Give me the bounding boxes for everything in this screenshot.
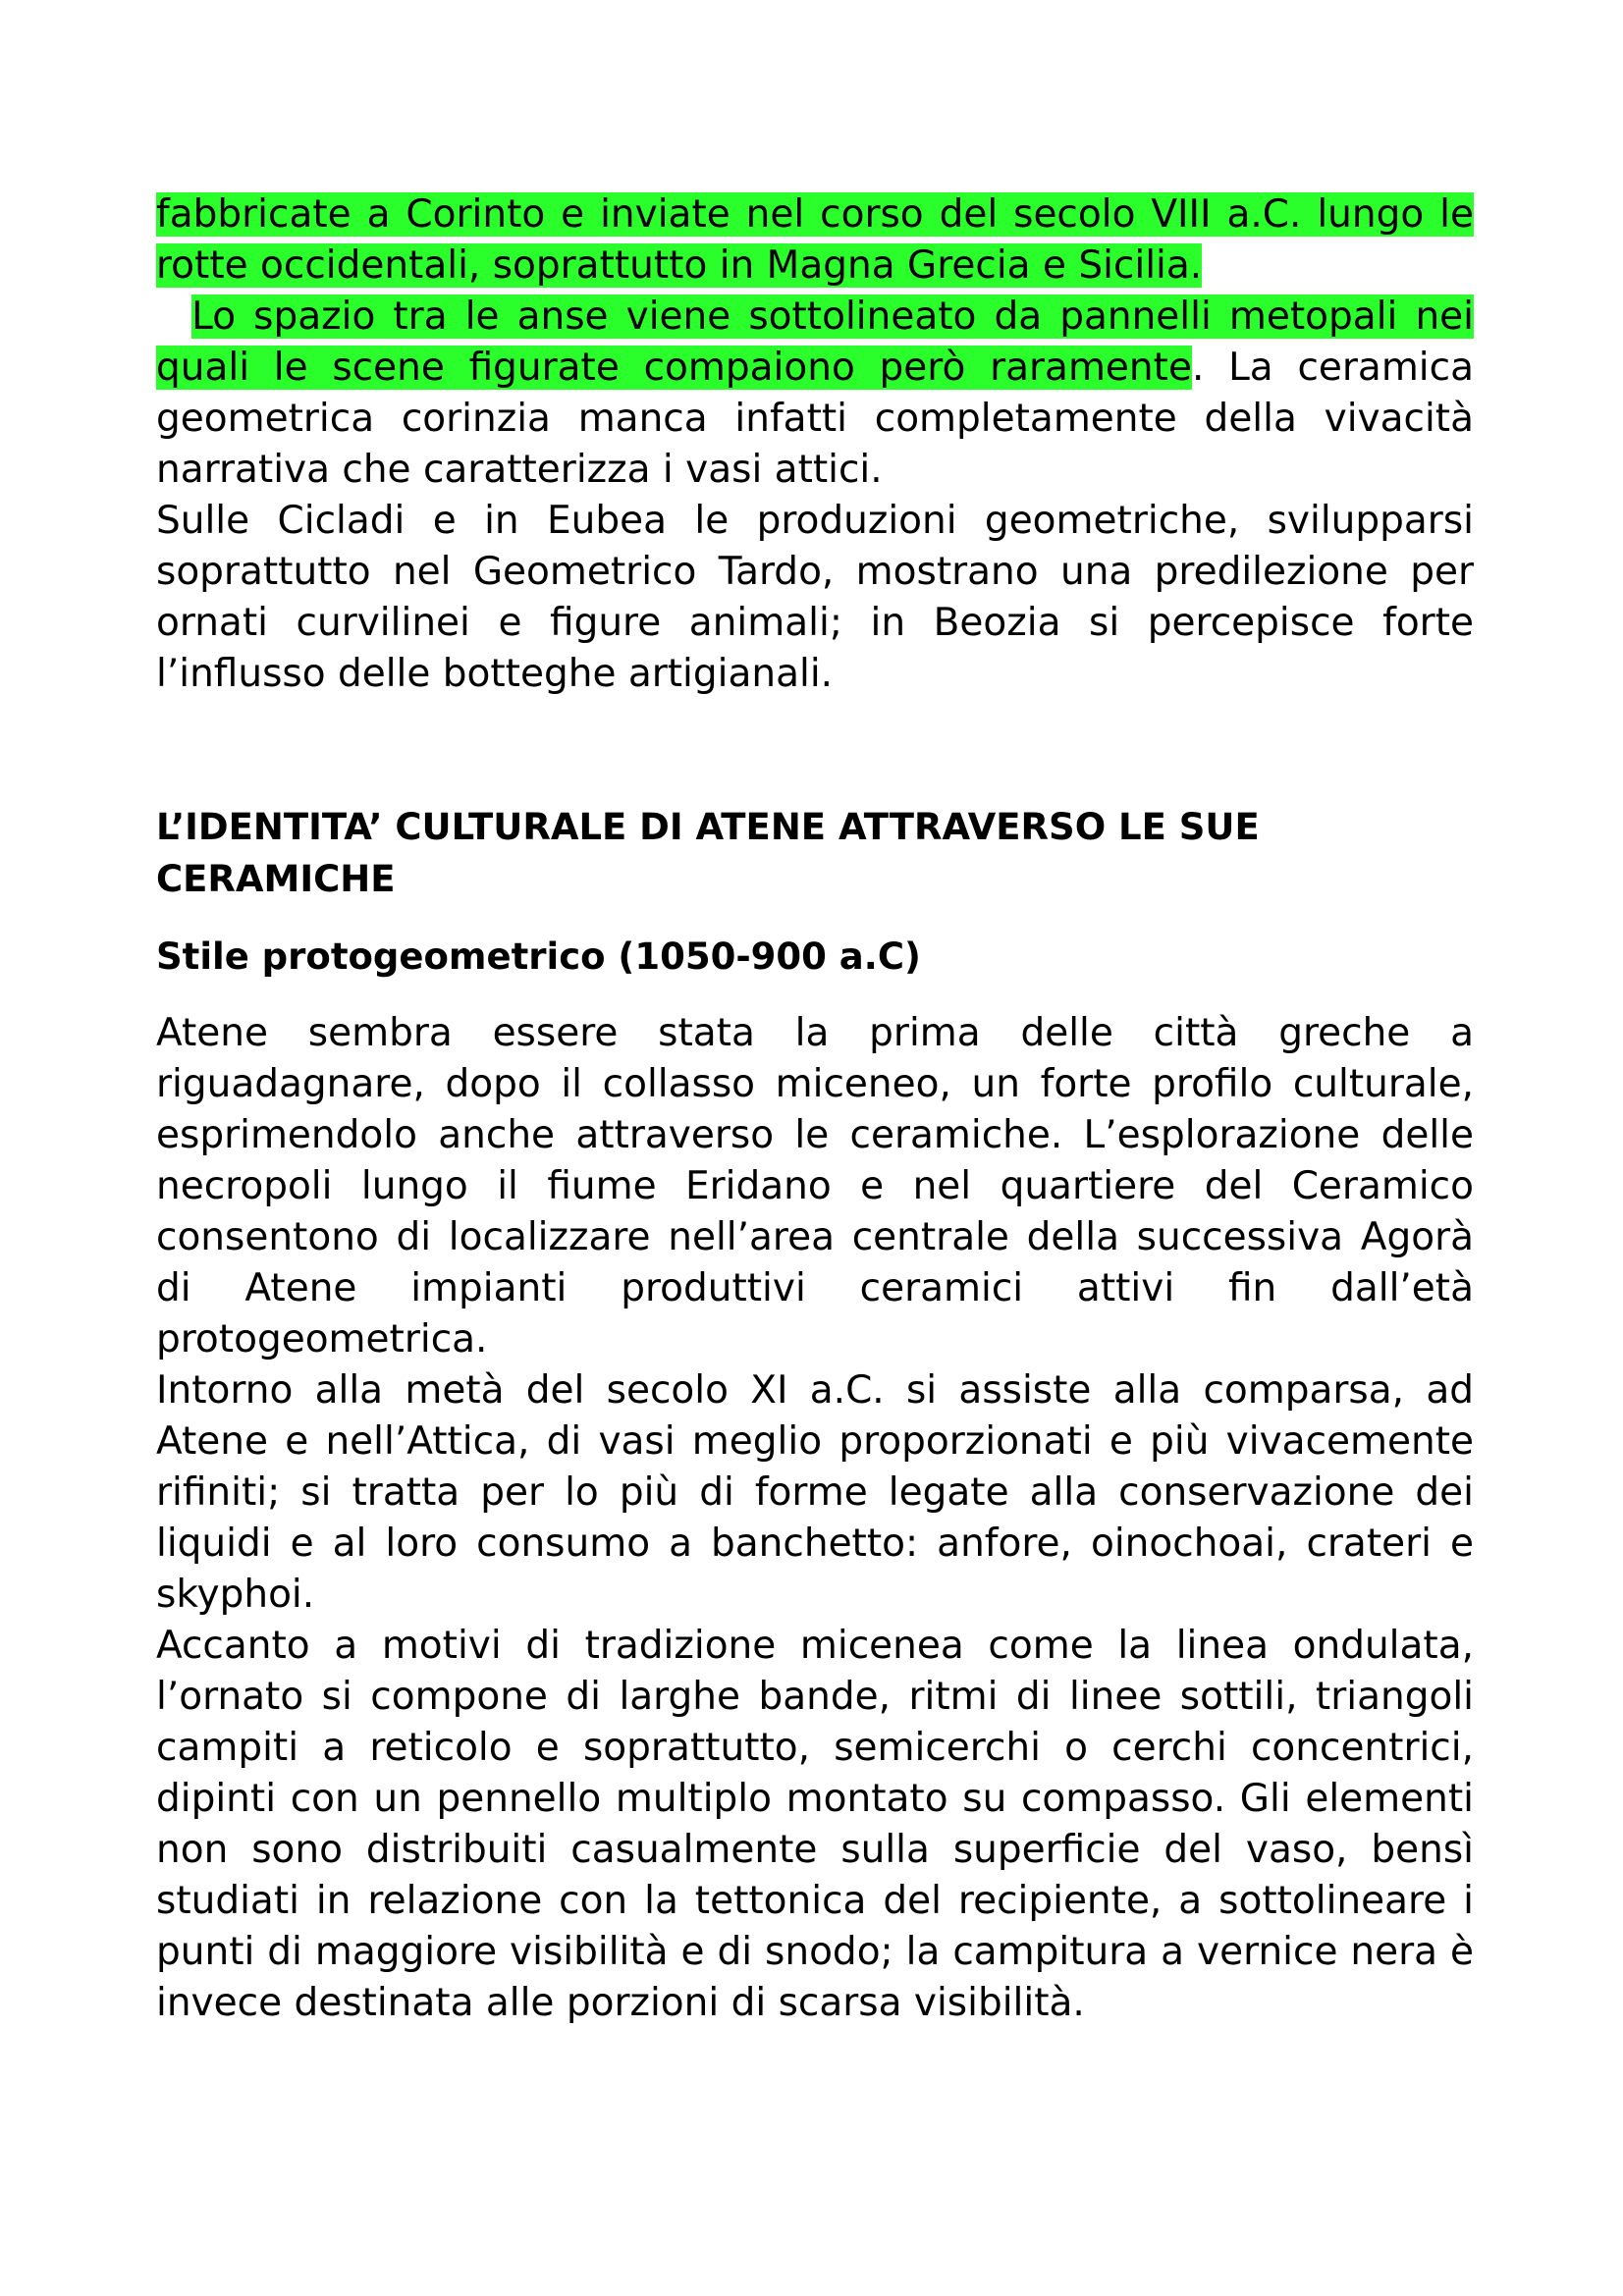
intro-paragraph-1 [156,189,1474,292]
intro-paragraph-2 [156,292,1474,496]
body-paragraph-3: Accanto a motivi di tradizione micenea come la linea ondulata, l’ornato si compone di larghe bande, ritmi di linee sottili, triangoli campiti a reticolo e soprattutto, semicerchi o cerchi concentrici, dipinti con un pennello multiplo montato su compasso. Gli elementi non sono distribuiti casualmente sulla superficie del vaso, bensì studiati in relazione con la tettonica del recipiente, a sottolineare i punti di maggiore visibilità e di snodo; la campitura a vernice nera è invece destinata alle porzioni di scarsa visibilità. [156,1624,1474,2025]
body-paragraph-2: Intorno alla metà del secolo XI a.C. si assiste alla comparsa, ad Atene e nell’Attica, di vasi meglio proporzionati e più vivacemente rifiniti; si tratta per lo più di forme legate alla conservazione dei liquidi e al loro consumo a banchetto: anfore, oinochoai, crateri e skyphoi. [156,1368,1474,1617]
section-heading: L’IDENTITA’ CULTURALE DI ATENE ATTRAVERSO LE SUE CERAMICHE [156,806,1260,900]
intro-paragraph-3: Sulle Cicladi e in Eubea le produzioni geometriche, svilupparsi soprattutto nel Geometrico Tardo, mostrano una predilezione per ornati curvilinei e figure animali; in Beozia si percepisce forte l’influsso delle botteghe artigianali. [156,499,1474,696]
page-content [156,189,1474,2029]
highlighted-text-1[interactable]: fabbricate a Corinto e inviate nel corso del secolo VIII a.C. lungo le rotte occidentali, soprattutto in Magna Grecia e Sicilia. [156,192,1474,288]
body-paragraph-1: Atene sembra essere stata la prima delle città greche a riguadagnare, dopo il collasso miceneo, un forte profilo culturale, esprimendolo anche attraverso le ceramiche. L’esplorazione delle necropoli lungo il fiume Eridano e nel quartiere del Ceramico consentono di localizzare nell’area centrale della successiva Agorà di Atene impianti produttivi ceramici attivi fin dall’età protogeometrica. [156,1011,1474,1362]
intro-paragraph-2-text: . La ceramica geometrica corinzia manca infatti completamente della vivacità narrativa che caratterizza i vasi attici. [156,346,1474,492]
highlighted-text-2[interactable]: Lo spazio tra le anse viene sottolineato da pannelli metopali nei quali le scene figurate compaiono però raramente [156,294,1474,390]
section-subheading: Stile protogeometrico (1050-900 a.C) [156,935,921,978]
